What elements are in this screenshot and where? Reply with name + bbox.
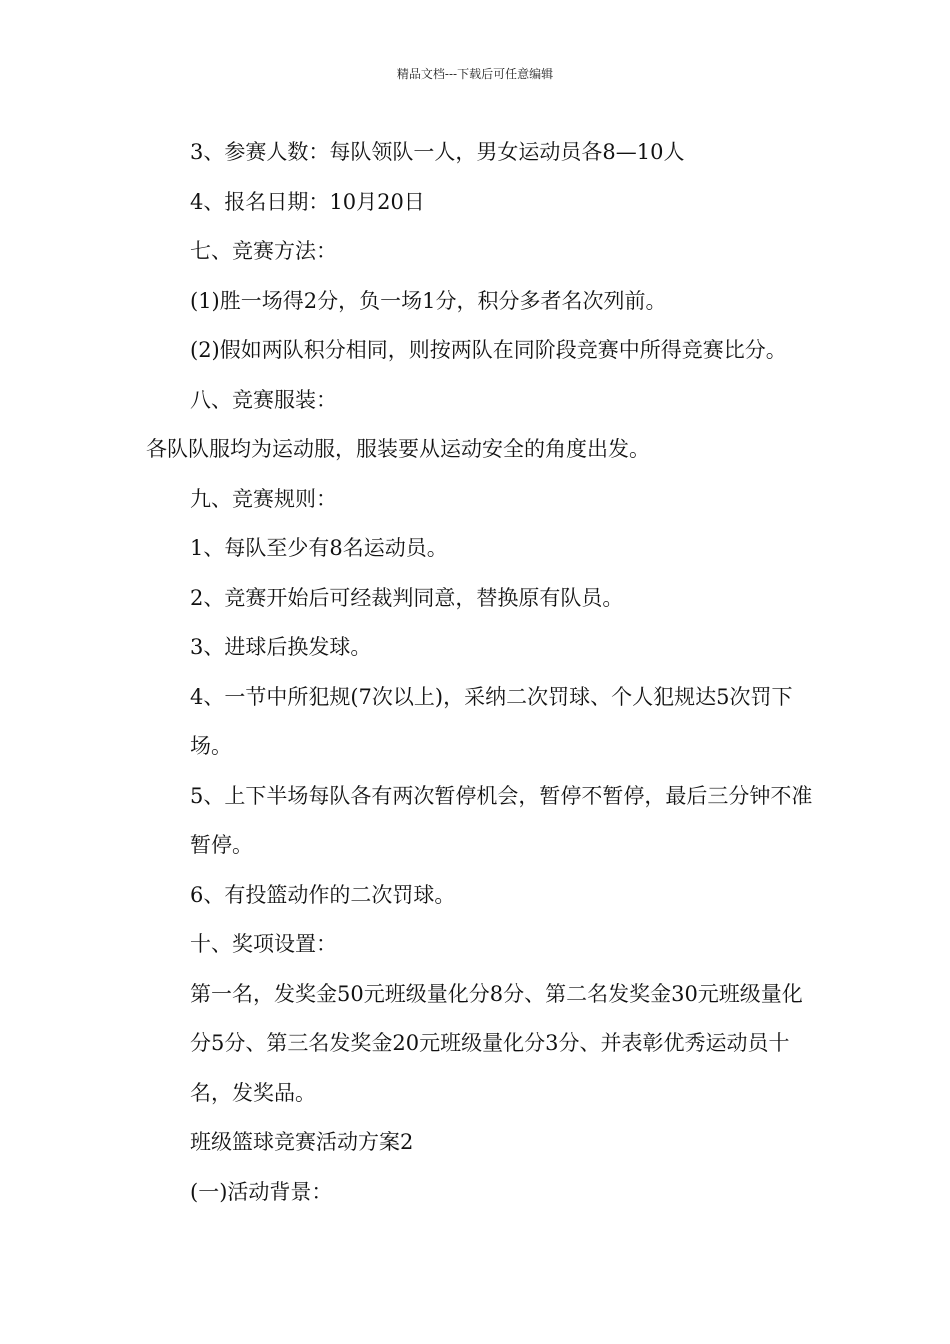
section-heading-competition-method: 七、竞赛方法： [190,239,337,263]
paragraph-rule-6: 6、有投篮动作的二次罚球。 [190,882,456,907]
paragraph-uniform: 各队队服均为运动服，服装要从运动安全的角度出发。 [146,437,650,461]
section-heading-awards: 十、奖项设置： [190,932,337,956]
section-heading-rules: 九、竞赛规则： [190,486,337,511]
paragraph-plan-2-title: 班级篮球竞赛活动方案2 [190,1130,414,1154]
paragraph-rule-2: 2、竞赛开始后可经裁判同意，替换原有队员。 [190,585,624,610]
paragraph-rule-3: 3、进球后换发球。 [190,635,372,659]
paragraph-awards: 第一名，发奖金50元班级量化分8分、第二名发奖金30元班级量化分5分、第三名发奖金20元班级量化分3分、并表彰优秀运动员十名，发奖品。 [190,981,803,1105]
paragraph-rule-4: 4、一节中所犯规(7次以上)，采纳二次罚球、个人犯规达5次罚下场。 [190,684,793,758]
paragraph-participants: 3、参赛人数：每队领队一人，男女运动员各8—10人 [190,140,685,164]
paragraph-rule-5: 5、上下半场每队各有两次暂停机会，暂停不暂停，最后三分钟不准暂停。 [190,783,813,857]
page-header: 精品文档---下载后可任意编辑 [396,67,554,81]
paragraph-method-2: (2)假如两队积分相同，则按两队在同阶段竞赛中所得竞赛比分。 [190,338,787,362]
section-heading-uniform: 八、竞赛服装： [190,387,337,412]
paragraph-method-1: (1)胜一场得2分，负一场1分，积分多者名次列前。 [190,288,667,313]
document-body [146,128,820,1217]
section-heading-background: (一)活动背景： [190,1179,333,1204]
paragraph-registration-date: 4、报名日期：10月20日 [190,189,425,214]
paragraph-rule-1: 1、每队至少有8名运动员。 [190,536,448,560]
